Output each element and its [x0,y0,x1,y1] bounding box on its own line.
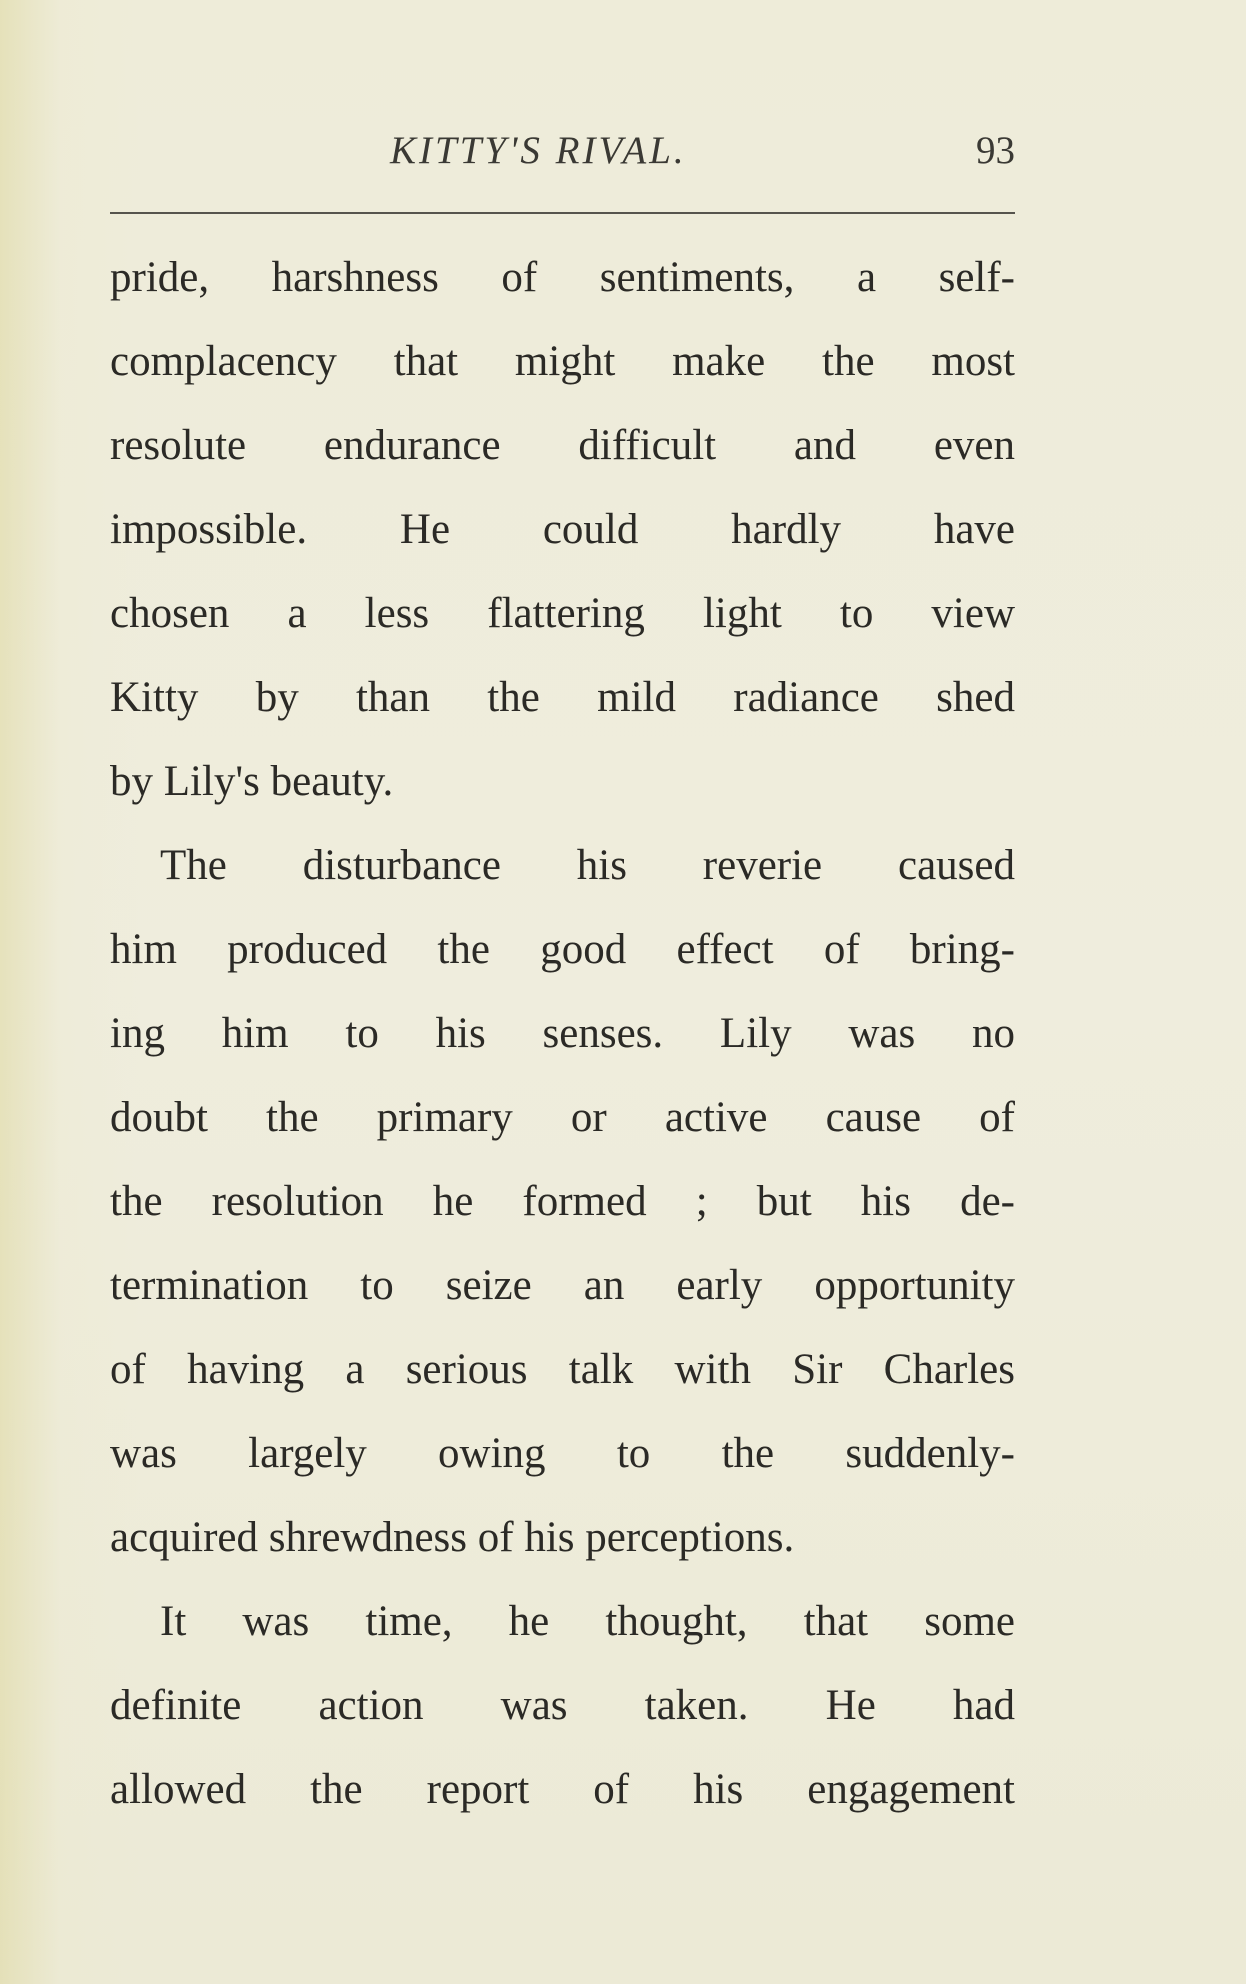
running-head [110,128,1015,178]
text-line: the resolution he formed ; but his de- [110,1178,1015,1225]
text-line: definite action was taken. He had [110,1682,1015,1729]
text-line: acquired shrewdness of his perceptions. [110,1514,795,1561]
text-line: allowed the report of his engagement [110,1766,1015,1813]
text-line: chosen a less flattering light to view [110,590,1015,637]
text-line: was largely owing to the suddenly- [110,1430,1015,1477]
text-line: him produced the good effect of bring- [110,926,1015,973]
header-rule [110,212,1015,214]
text-line: The disturbance his reverie caused [160,842,1015,889]
text-line: impossible. He could hardly have [110,506,1015,553]
text-line: ing him to his senses. Lily was no [110,1010,1015,1057]
text-line: pride, harshness of sentiments, a self- [110,254,1015,301]
running-title: KITTY'S RIVAL. [390,129,687,172]
page-number: 93 [976,129,1015,172]
text-line: resolute endurance difficult and even [110,422,1015,469]
text-line: Kitty by than the mild radiance shed [110,674,1015,721]
text-line: by Lily's beauty. [110,758,394,805]
text-line: It was time, he thought, that some [160,1598,1015,1645]
text-line: complacency that might make the most [110,338,1015,385]
text-line: termination to seize an early opportunity [110,1262,1015,1309]
text-line: doubt the primary or active cause of [110,1094,1015,1141]
text-line: of having a serious talk with Sir Charles [110,1346,1015,1393]
body-text [110,236,1015,1832]
